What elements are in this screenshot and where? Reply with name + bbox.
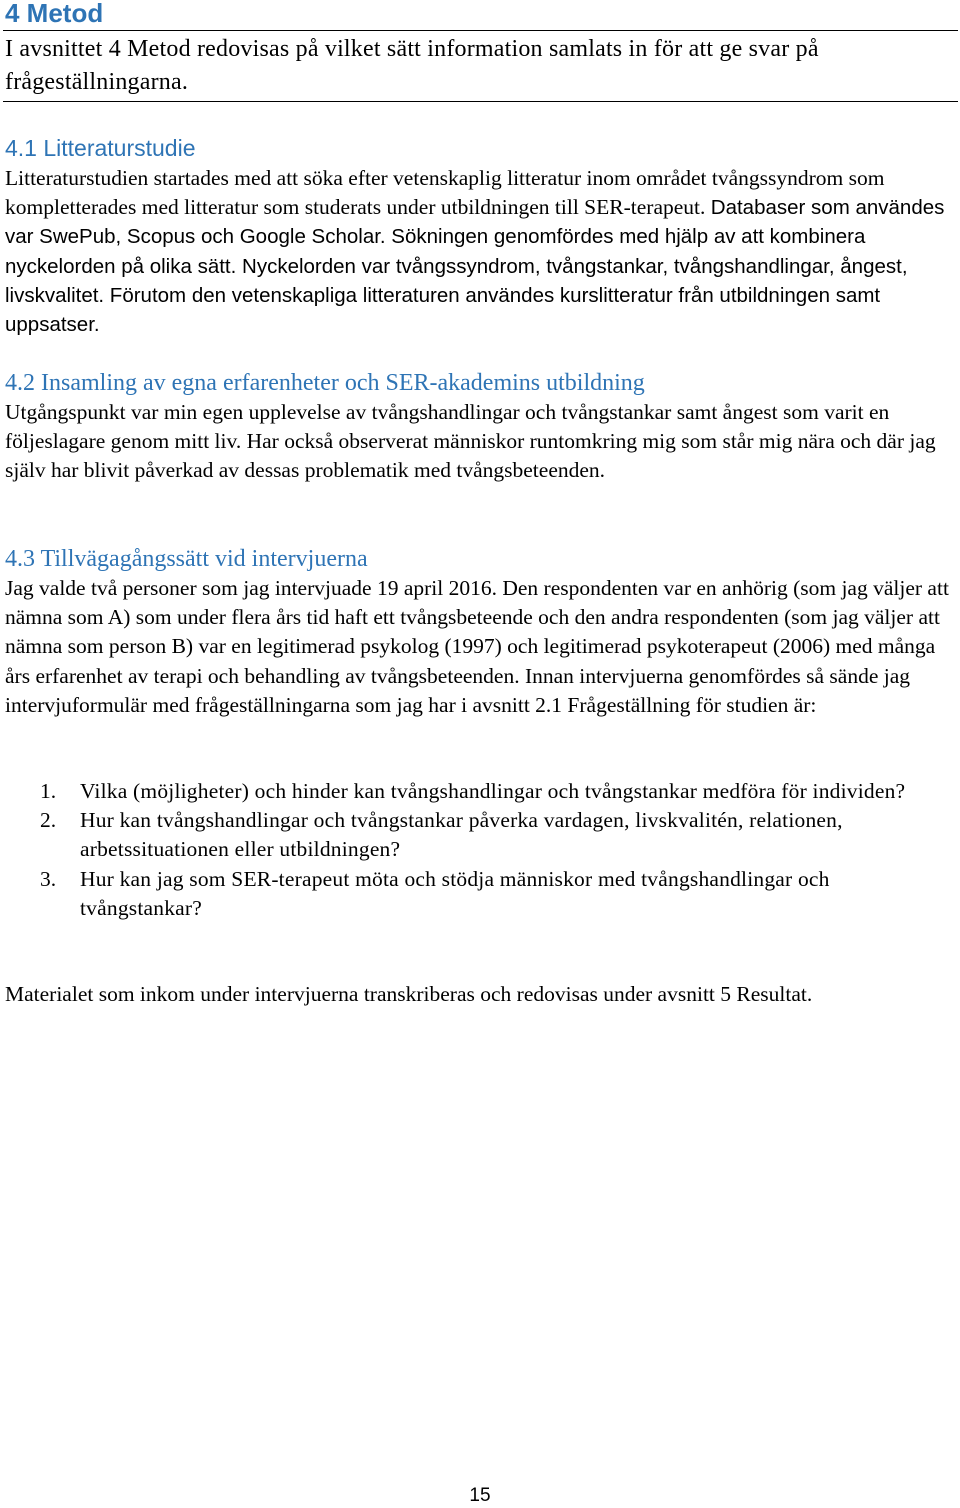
- list-number: 3.: [40, 866, 57, 891]
- top-rule: [3, 30, 958, 31]
- section-heading-insamling: 4.2 Insamling av egna erfarenheter och SER-akademins utbildning: [5, 370, 645, 396]
- chapter-title: 4 Metod: [5, 0, 104, 28]
- chapter-intro: I avsnittet 4 Metod redovisas på vilket sätt information samlats in för att ge svar på frågeställningarna.: [5, 36, 819, 95]
- paragraph-part-2: Databaser som användes var SwePub, Scopus och Google Scholar. Sökningen genomfördes med hjälp av att kombinera nyckelorden på olika sätt. Nyckelorden var tvångssyndrom, tvångstankar, tvångshandlingar, ångest, livskvalitet. Förutom den vetenskapliga litteraturen användes kurslitteratur från utbildningen samt uppsatser.: [5, 196, 945, 337]
- section-heading-litteraturstudie: 4.1 Litteraturstudie: [5, 135, 196, 161]
- list-item: [0, 865, 960, 923]
- list-text: Hur kan tvångshandlingar och tvångstankar påverka vardagen, livskvalitén, relationen, arbetssituationen eller utbildningen?: [80, 808, 843, 862]
- question-list: [0, 777, 960, 923]
- page-number: 15: [469, 1485, 491, 1506]
- list-text: Hur kan jag som SER-terapeut möta och stödja människor med tvångshandlingar och tvångstankar?: [80, 866, 830, 920]
- list-text: Vilka (möjligheter) och hinder kan tvångshandlingar och tvångstankar medföra för individen?: [80, 779, 906, 803]
- list-item: [0, 777, 960, 806]
- section-paragraph-insamling: Utgångspunkt var min egen upplevelse av tvångshandlingar och tvångstankar samt ångest som varit en följeslagare genom mitt liv. Har också observerat människor runtomkring mig som står mig nära och där jag själv har blivit påverkad av dessas problematik med tvångsbeteenden.: [5, 400, 936, 483]
- section-paragraph-litteraturstudie: [5, 164, 950, 339]
- section-heading-tillvagagangssatt: 4.3 Tillvägagångssätt vid intervjuerna: [5, 546, 368, 572]
- bottom-rule: [3, 101, 958, 102]
- paragraph-part-1: Litteraturstudien startades med att söka efter vetenskaplig litteratur inom området tvångssyndrom som kompletterades med litteratur som studerats under utbildningen till SER-terapeut.: [5, 166, 885, 220]
- section-paragraph-tillvagagangssatt: Jag valde två personer som jag intervjuade 19 april 2016. Den respondenten var en anhörig (som jag väljer att nämna som A) som under flera års tid haft ett tvångsbeteende och den andra respondenten (som jag väljer att nämna som person B) var en legitimerad psykolog (1997) och legitimerad psykoterapeut (2006) med många års erfarenhet av terapi och behandling av tvångsbeteenden. Innan intervjuerna genomfördes så sände jag intervjuformulär med frågeställningarna som jag har i avsnitt 2.1 Frågeställning för studien är:: [5, 576, 949, 717]
- list-number: 1.: [40, 779, 57, 803]
- list-number: 2.: [40, 808, 57, 833]
- closing-paragraph: Materialet som inkom under intervjuerna transkriberas och redovisas under avsnitt 5 Resultat.: [5, 982, 813, 1006]
- list-item: [0, 806, 960, 864]
